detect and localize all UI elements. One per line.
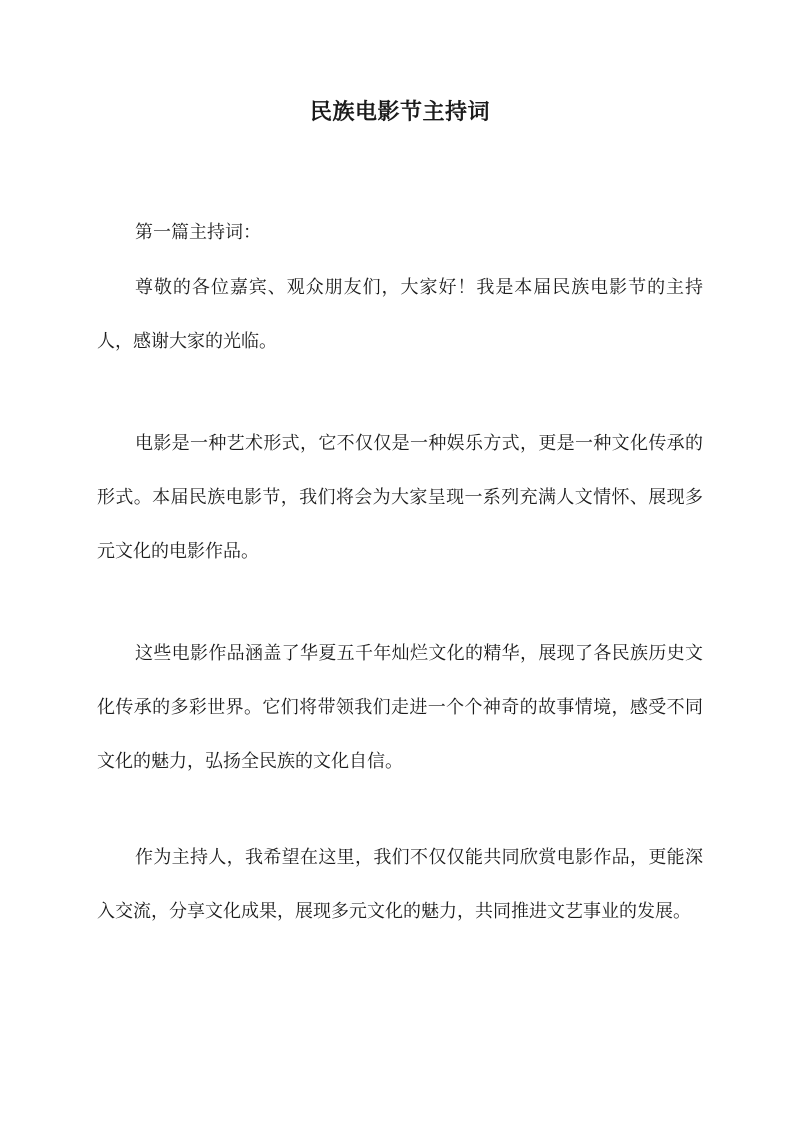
paragraph-section-heading: 第一篇主持词： xyxy=(135,222,261,243)
paragraph-host-wish: 作为主持人，我希望在这里，我们不仅仅能共同欣赏电影作品，更能深入交流，分享文化成果，展现多元文化的魅力，共同推进文艺事业的发展。 xyxy=(97,847,703,922)
page-title: 民族电影节主持词 xyxy=(309,99,490,125)
paragraph-culture: 这些电影作品涵盖了华夏五千年灿烂文化的精华，展现了各民族历史文化传承的多彩世界。它们将带领我们走进一个个神奇的故事情境，感受不同文化的魅力，弘扬全民族的文化自信。 xyxy=(97,643,703,772)
paragraph-film-art: 电影是一种艺术形式，它不仅仅是一种娱乐方式，更是一种文化传承的形式。本届民族电影节，我们将会为大家呈现一系列充满人文情怀、展现多元文化的电影作品。 xyxy=(97,433,703,562)
paragraph-greeting: 尊敬的各位嘉宾、观众朋友们，大家好！我是本届民族电影节的主持人，感谢大家的光临。 xyxy=(97,277,703,352)
